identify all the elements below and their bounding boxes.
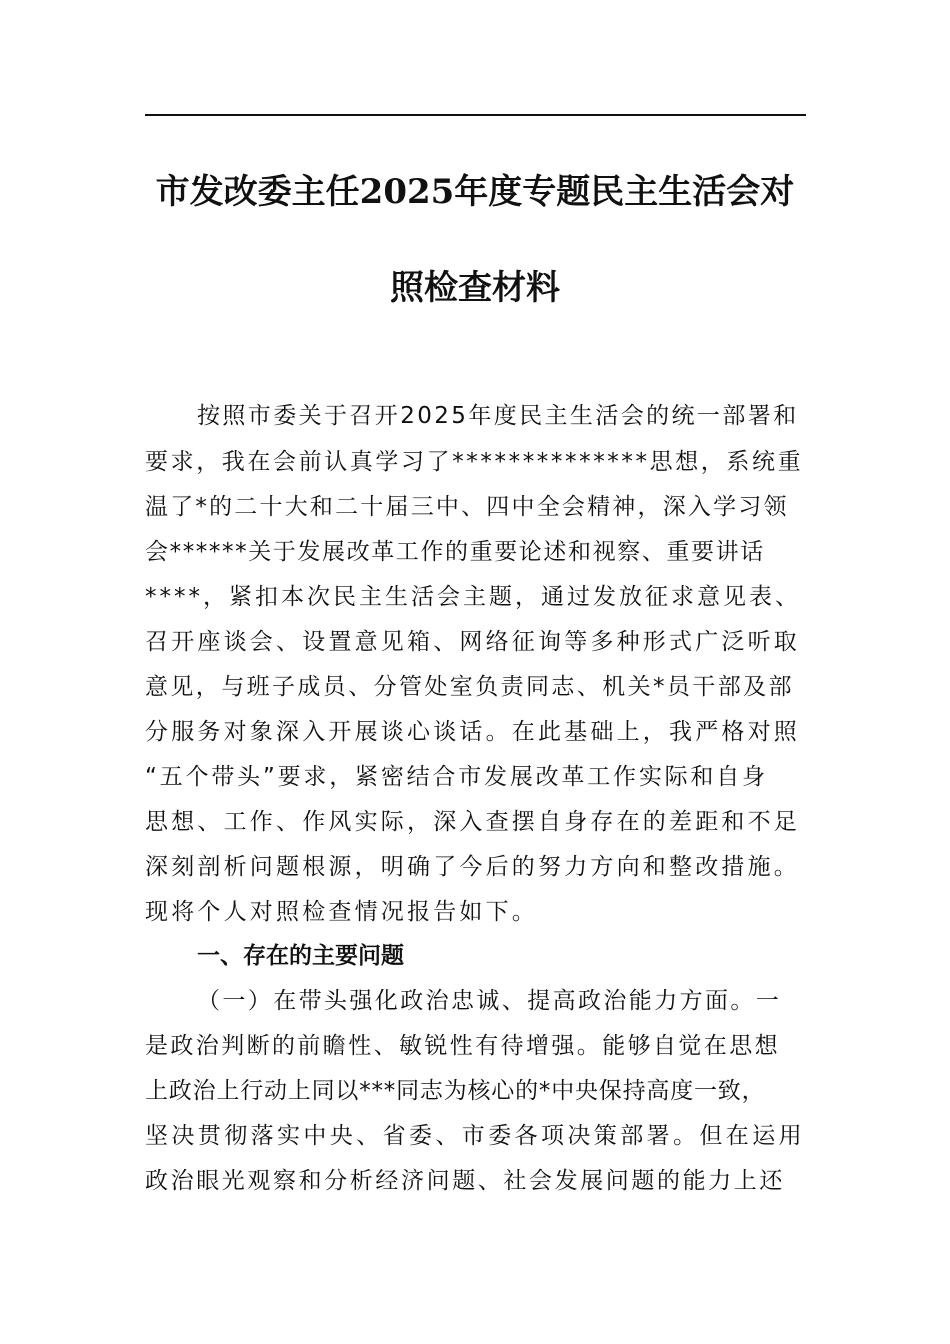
body-line: 温了*的二十大和二十届三中、四中全会精神，深入学习领: [145, 494, 789, 520]
body-line: 分服务对象深入开展谈心谈话。在此基础上，我严格对照: [145, 719, 800, 745]
section-line: 政治眼光观察和分析经济问题、社会发展问题的能力上还: [145, 1168, 785, 1194]
header-rule: [145, 114, 806, 116]
document-title-line-2: 照检查材料: [390, 268, 560, 308]
section-heading: 一、存在的主要问题: [197, 943, 404, 969]
body-line: 意见，与班子成员、分管处室负责同志、机关*员干部及部: [145, 674, 794, 700]
body-line: 会******关于发展改革工作的重要论述和视察、重要讲话: [145, 539, 765, 565]
body-line: 现将个人对照检查情况报告如下。: [145, 899, 538, 925]
section-line: 是政治判断的前瞻性、敏锐性有待增强。能够自觉在思想: [145, 1033, 780, 1059]
section-line: 上政治上行动上同以***同志为核心的*中央保持高度一致，: [145, 1078, 766, 1104]
body-line: 召开座谈会、设置意见箱、网络征询等多种形式广泛听取: [145, 629, 800, 655]
body-line: “五个带头”要求，紧密结合市发展改革工作实际和自身: [145, 764, 768, 790]
body-line: 按照市委关于召开2025年度民主生活会的统一部署和: [197, 403, 799, 429]
section-line: 坚决贯彻落实中央、省委、市委各项决策部署。但在运用: [145, 1123, 805, 1149]
body-line: ****，紧扣本次民主生活会主题，通过发放征求意见表、: [145, 584, 801, 610]
document-title-line-1: 市发改委主任2025年度专题民主生活会对: [155, 172, 795, 212]
body-line: 思想、工作、作风实际，深入查摆自身存在的差距和不足: [145, 809, 800, 835]
body-line: 要求，我在会前认真学习了**************思想，系统重: [145, 449, 804, 475]
body-line: 深刻剖析问题根源，明确了今后的努力方向和整改措施。: [145, 854, 800, 880]
section-line: （一）在带头强化政治忠诚、提高政治能力方面。一: [197, 988, 782, 1014]
